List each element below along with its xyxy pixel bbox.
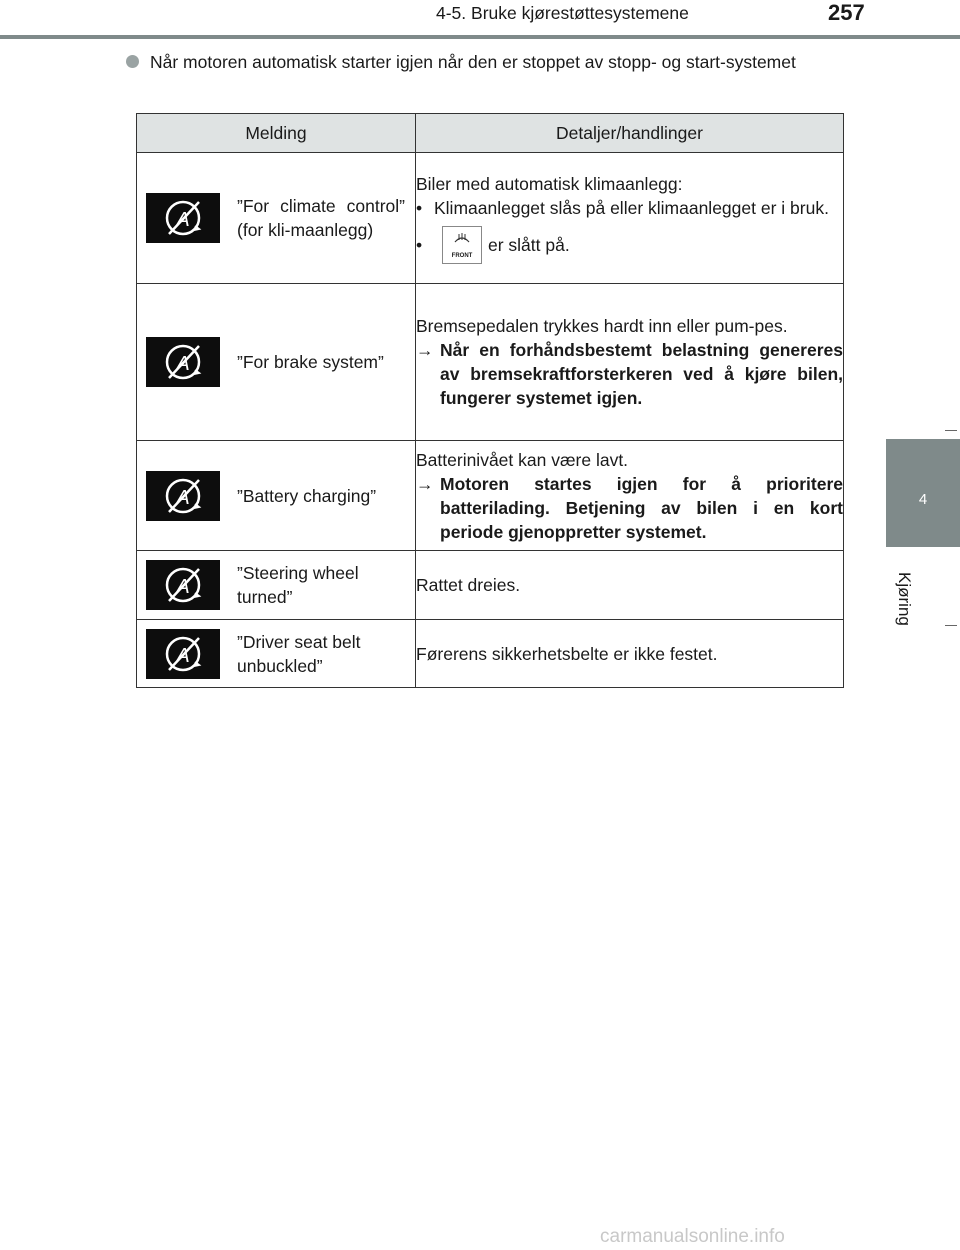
stop-start-off-icon	[146, 560, 220, 610]
stop-start-off-icon	[146, 193, 220, 243]
bullet-marker: •	[416, 198, 423, 218]
front-icon-label: FRONT	[451, 253, 473, 259]
detail-bullet-text: er slått på.	[488, 235, 570, 255]
detail-cell	[416, 620, 844, 688]
bullet-marker: •	[416, 235, 423, 255]
message-text: ”For brake system”	[237, 352, 384, 372]
detail-cell	[416, 284, 844, 441]
detail-cell	[416, 551, 844, 620]
table-row	[137, 551, 844, 620]
chapter-number: 4	[918, 491, 928, 508]
section-title: 4-5. Bruke kjørestøttesystemene	[436, 3, 689, 23]
message-text: ”Battery charging”	[237, 485, 377, 506]
stop-start-off-icon	[146, 471, 220, 521]
intro-text: Når motoren automatisk starter igjen når den er stoppet av stopp- og start-systemet	[150, 52, 796, 72]
table-row	[137, 441, 844, 551]
side-tick-top	[945, 430, 957, 431]
arrow-icon: →	[416, 473, 434, 494]
table-row	[137, 284, 844, 441]
detail-intro: Bremsepedalen trykkes hardt inn eller pum-pes.	[416, 316, 788, 336]
list-item	[416, 196, 843, 220]
stop-start-off-icon	[146, 337, 220, 387]
table-row	[137, 153, 844, 284]
list-item	[416, 226, 843, 264]
detail-intro: Førerens sikkerhetsbelte er ikke festet.	[416, 643, 718, 664]
message-text: ”For climate control” (for kli-maanlegg)	[237, 196, 405, 240]
detail-cell	[416, 153, 844, 284]
list-item	[416, 338, 843, 410]
svg-text:A: A	[176, 576, 190, 598]
detail-action-text: Når en forhåndsbestemt belastning genereres av bremsekraftforsterkeren ved å kjøre bilen, fungerer systemet igjen.	[440, 340, 843, 408]
message-table	[136, 113, 844, 688]
svg-text:A: A	[176, 644, 190, 667]
table-header-row	[137, 114, 844, 153]
chapter-name: Kjøring	[895, 572, 914, 626]
intro-paragraph	[128, 50, 844, 74]
header-rule	[0, 35, 960, 39]
detail-intro: Batterinivået kan være lavt.	[416, 449, 629, 470]
svg-text:A: A	[176, 353, 190, 375]
header-details: Detaljer/handlinger	[416, 114, 844, 153]
detail-bullet-text: Klimaanlegget slås på eller klimaanlegget er i bruk.	[434, 198, 829, 218]
svg-text:A: A	[176, 486, 190, 509]
message-cell	[137, 153, 416, 284]
front-defroster-icon	[442, 226, 482, 264]
message-cell	[137, 284, 416, 441]
arrow-icon: →	[416, 340, 434, 360]
detail-intro: Rattet dreies.	[416, 575, 521, 595]
message-cell	[137, 551, 416, 620]
header-message: Melding	[137, 114, 416, 153]
message-cell	[137, 441, 416, 551]
watermark: carmanualsonline.info	[600, 1226, 785, 1247]
table-row	[137, 620, 844, 688]
message-text: ”Steering wheel turned”	[237, 563, 359, 607]
detail-intro: Biler med automatisk klimaanlegg:	[416, 174, 683, 194]
stop-start-off-icon	[146, 629, 220, 679]
chapter-tab	[886, 439, 960, 547]
list-item	[416, 472, 843, 544]
bullet-dot-icon	[126, 55, 139, 68]
svg-text:A: A	[176, 209, 190, 231]
side-tick-bottom	[945, 625, 957, 626]
detail-cell	[416, 441, 844, 551]
page-number: 257	[828, 0, 865, 25]
detail-action-text: Motoren startes igjen for å prioritere batterilading. Betjening av bilen i en kort periode gjenoppretter systemet.	[440, 473, 843, 542]
message-text: ”Driver seat belt unbuckled”	[237, 631, 361, 676]
chapter-label	[884, 552, 924, 632]
message-cell	[137, 620, 416, 688]
